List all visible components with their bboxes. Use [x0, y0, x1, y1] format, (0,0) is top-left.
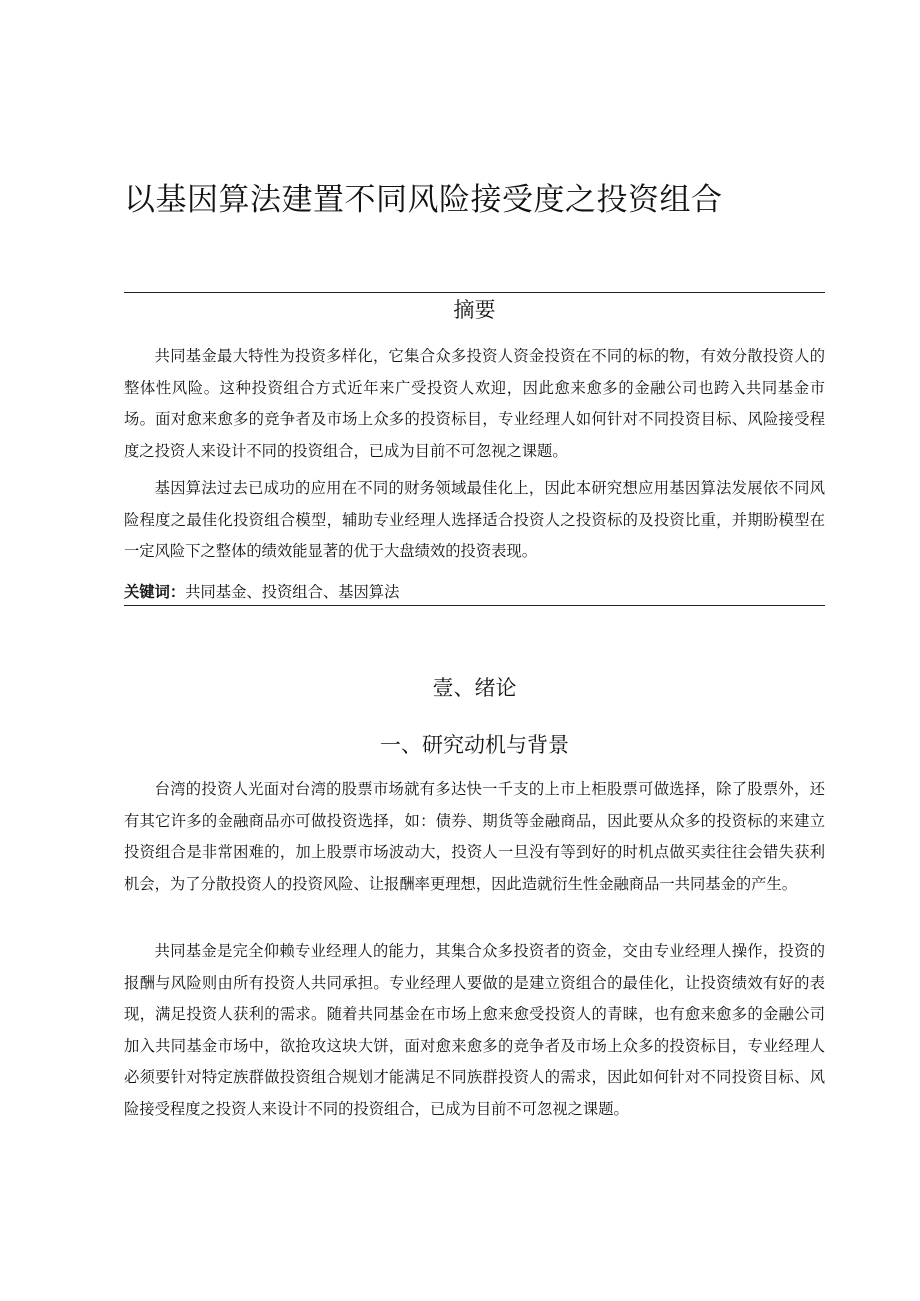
keywords-label: 关键词： — [124, 583, 186, 601]
section-heading: 壹、绪论 — [432, 676, 517, 700]
abstract-top-rule — [124, 292, 825, 293]
keywords-line — [124, 579, 825, 605]
body-paragraph-2: 共同基金是完全仰赖专业经理人的能力，其集合众多投资者的资金，交由专业经理人操作，投资的报酬与风险则由所有投资人共同承担。专业经理人要做的是建立资组合的最佳化，让投资绩效有好的表现，满足投资人获利的需求。随着共同基金在市场上愈来愈受投资人的青睐，也有愈来愈多的金融公司加入共同基金市场中，欲抢攻这块大饼，面对愈来愈多的竞争者及市场上众多的投资标目，专业经理人必须要针对特定族群做投资组合规划才能满足不同族群投资人的需求，因此如何针对不同投资目标、风险接受程度之投资人来设计不同的投资组合，已成为目前不可忽视之课题。 — [124, 942, 825, 1118]
abstract-paragraph-2: 基因算法过去已成功的应用在不同的财务领域最佳化上，因此本研究想应用基因算法发展依不同风险程度之最佳化投资组合模型，辅助专业经理人选择适合投资人之投资标的及投资比重，并期盼模型在一定风险下之整体的绩效能显著的优于大盘绩效的投资表现。 — [124, 479, 825, 560]
keywords-value: 共同基金、投资组合、基因算法 — [185, 583, 400, 601]
abstract-paragraph-1: 共同基金最大特性为投资多样化，它集合众多投资人资金投资在不同的标的物，有效分散投资人的整体性风险。这种投资组合方式近年来广受投资人欢迎，因此愈来愈多的金融公司也跨入共同基金市场。面对愈来愈多的竞争者及市场上众多的投资标目，专业经理人如何针对不同投资目标、风险接受程度之投资人来设计不同的投资组合，已成为目前不可忽视之课题。 — [124, 347, 825, 460]
abstract-bottom-rule — [124, 605, 825, 606]
abstract-heading: 摘要 — [453, 298, 496, 322]
subsection-heading: 一、研究动机与背景 — [380, 733, 569, 757]
document-title: 以基因算法建置不同风险接受度之投资组合 — [124, 182, 723, 218]
body-paragraph-1: 台湾的投资人光面对台湾的股票市场就有多达快一千支的上市上柜股票可做选择，除了股票外，还有其它许多的金融商品亦可做投资选择，如：债券、期货等金融商品，因此要从众多的投资标的来建立投资组合是非常困难的，加上股票市场波动大，投资人一旦没有等到好的时机点做买卖往往会错失获利机会，为了分散投资人的投资风险、让报酬率更理想，因此造就衍生性金融商品一共同基金的产生。 — [124, 780, 825, 893]
